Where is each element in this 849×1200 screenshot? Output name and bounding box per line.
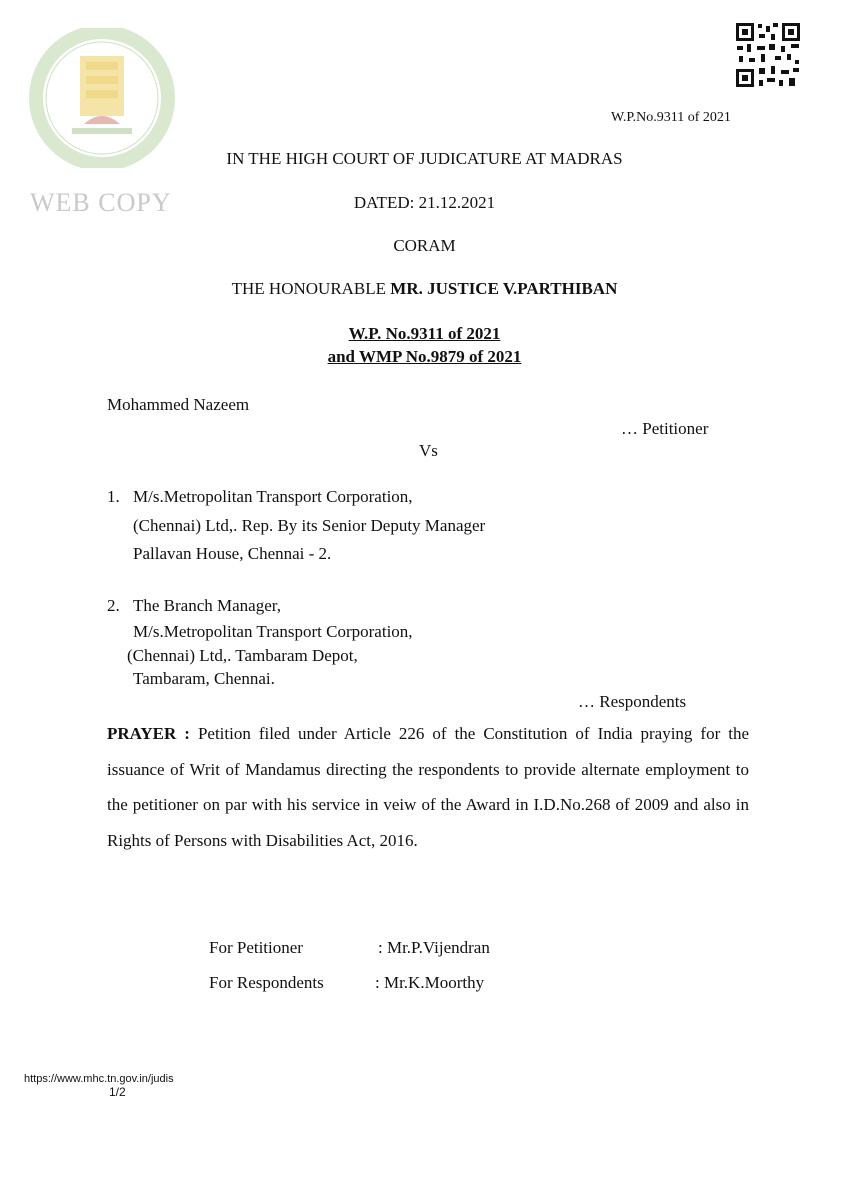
court-name: IN THE HIGH COURT OF JUDICATURE AT MADRAS	[226, 149, 623, 168]
counsel-label: For Respondents	[209, 973, 324, 992]
counsel-value: : Mr.P.Vijendran	[378, 938, 490, 957]
respondent-number: 2.	[107, 596, 120, 615]
respondent-line: (Chennai) Ltd,. Rep. By its Senior Deputy Manager	[133, 516, 486, 535]
watermark-text: WEB COPY	[30, 188, 172, 217]
prayer-paragraph	[107, 716, 749, 858]
order-date: DATED: 21.12.2021	[353, 193, 496, 212]
case-reference: W.P.No.9311 of 2021	[611, 110, 731, 125]
respondents-role: … Respondents	[578, 692, 687, 711]
prayer-text: Petition filed under Article 226 of the Constitution of India praying for the issuance of Writ of Mandamus directing the respondents to provide alternate employment to the petitioner on par with his service in veiw of the Award in I.D.No.268 of 2009 and also in Rights of Persons with Disabilities Act, 2016.	[107, 724, 750, 850]
coram: CORAM	[393, 236, 456, 255]
respondent-line: M/s.Metropolitan Transport Corporation,	[133, 487, 413, 506]
respondent-line: (Chennai) Ltd,. Tambaram Depot,	[127, 646, 358, 665]
judge-line	[0, 279, 849, 299]
respondent-line: M/s.Metropolitan Transport Corporation,	[133, 622, 413, 641]
source-url[interactable]: https://www.mhc.tn.gov.in/judis	[24, 1073, 174, 1085]
petitioner-role: … Petitioner	[621, 419, 709, 438]
case-title-line1: W.P. No.9311 of 2021	[348, 324, 501, 343]
prayer-label: PRAYER :	[107, 724, 190, 743]
case-title-line2: and WMP No.9879 of 2021	[327, 347, 522, 366]
petitioner-name: Mohammed Nazeem	[107, 395, 250, 414]
judge-name: MR. JUSTICE V.PARTHIBAN	[390, 279, 618, 298]
court-seal-watermark	[22, 28, 182, 168]
page-number: 1/2	[109, 1085, 126, 1099]
versus: Vs	[419, 441, 438, 460]
counsel-value: : Mr.K.Moorthy	[375, 973, 485, 992]
respondent-number: 1.	[107, 487, 120, 506]
respondent-line: The Branch Manager,	[133, 596, 282, 615]
qr-code-icon	[735, 22, 801, 88]
judge-prefix: THE HONOURABLE	[231, 279, 387, 298]
respondent-line: Tambaram, Chennai.	[133, 669, 275, 688]
respondent-line: Pallavan House, Chennai - 2.	[133, 544, 332, 563]
counsel-label: For Petitioner	[209, 938, 303, 957]
